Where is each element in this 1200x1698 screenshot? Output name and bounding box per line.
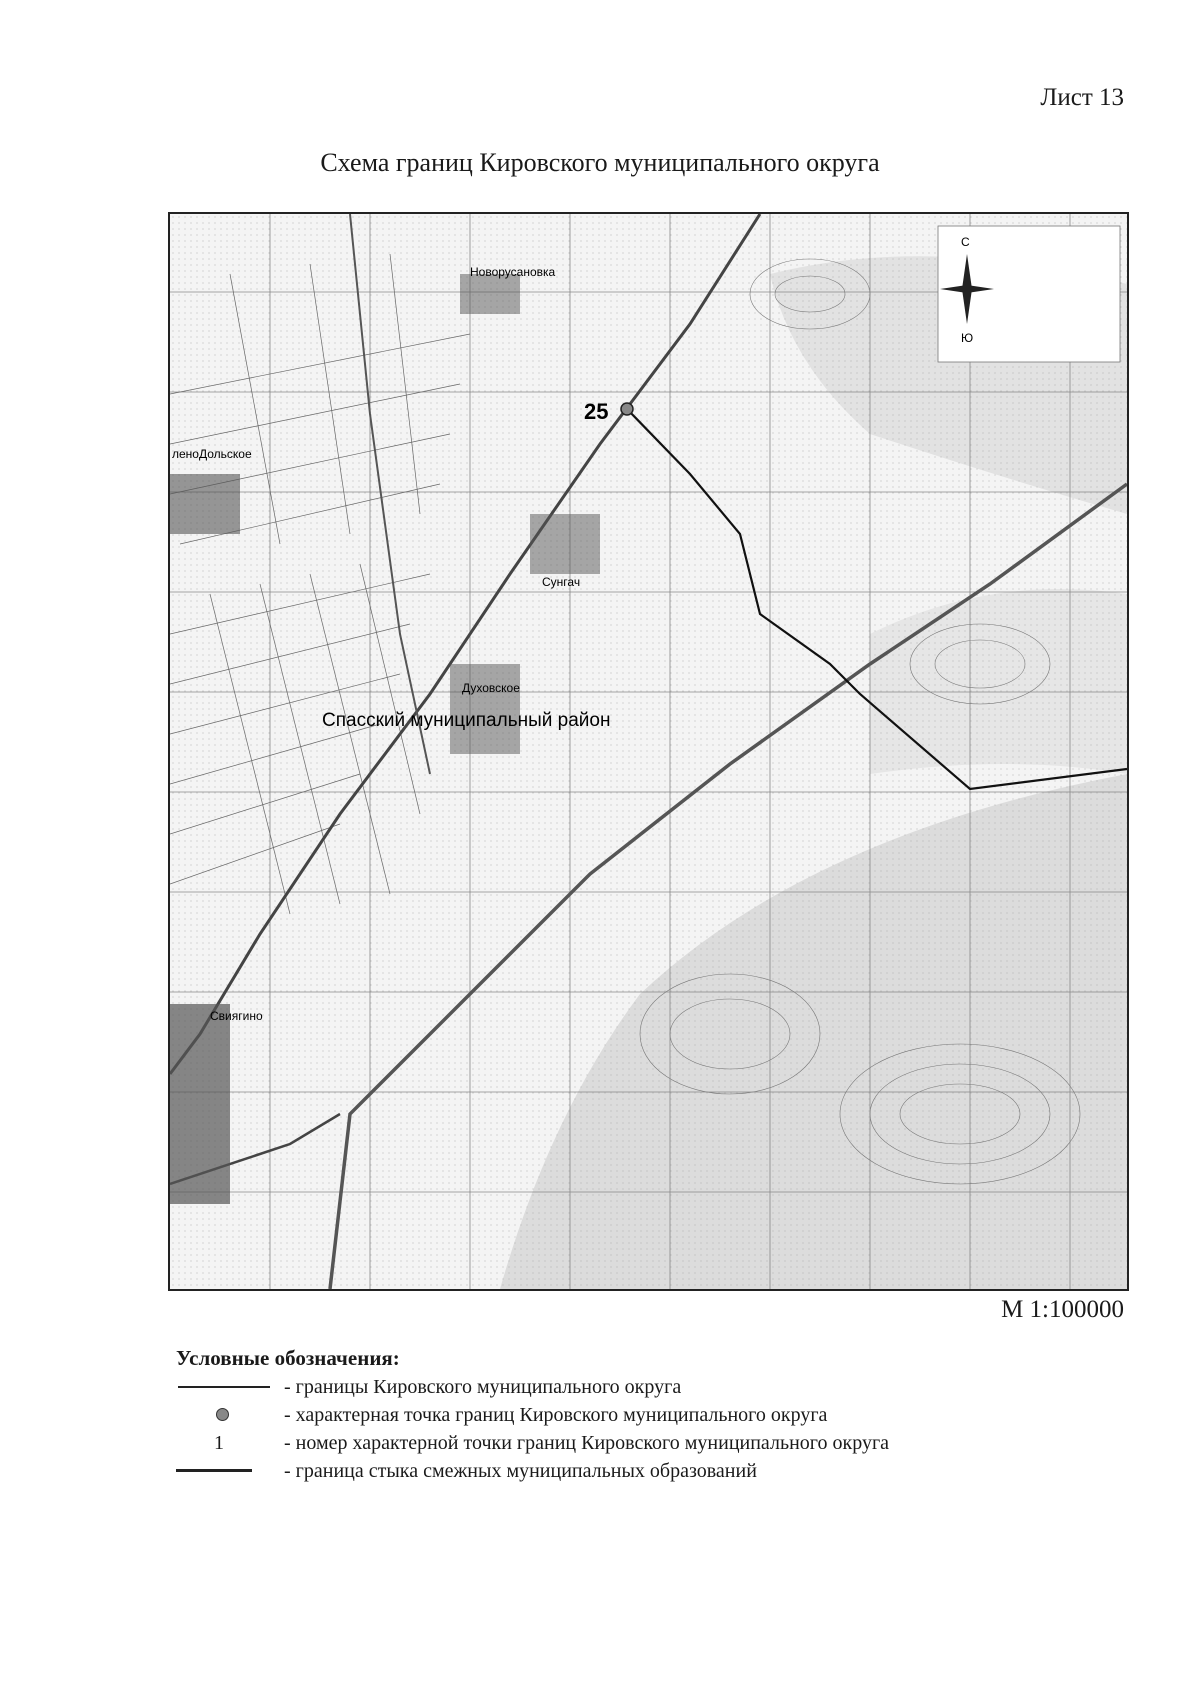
place-label: Свиягино: [210, 1009, 263, 1023]
junction-boundary-symbol: [176, 1457, 272, 1485]
boundary-point-number: 25: [584, 399, 609, 424]
place-label: Сунгач: [542, 575, 581, 589]
sheet-number: Лист 13: [1040, 84, 1124, 111]
place-label: леноДольское: [172, 447, 252, 461]
boundary-point-marker: [621, 403, 633, 415]
legend-item-text: - границы Кировского муниципального округа: [284, 1376, 682, 1398]
boundary-line-symbol: [176, 1373, 272, 1401]
district-label: Спасский муниципальный район: [322, 710, 611, 731]
place-label: Новорусановка: [470, 265, 556, 279]
map-scale: М 1:100000: [1001, 1296, 1124, 1323]
place-label: Духовское: [462, 681, 520, 695]
legend-item-text: - характерная точка границ Кировского муниципального округа: [284, 1404, 828, 1426]
page-title: Схема границ Кировского муниципального округа: [320, 148, 880, 177]
boundary-point-symbol: [176, 1401, 272, 1429]
point-number-symbol: 1: [214, 1432, 224, 1454]
compass-rose-icon: [938, 226, 1120, 362]
legend-item: [176, 1429, 1076, 1457]
legend-item-text: - граница стыка смежных муниципальных образований: [284, 1460, 757, 1482]
legend-title: Условные обозначения:: [176, 1346, 400, 1370]
svg-text:С: С: [961, 235, 970, 249]
legend-item-text: - номер характерной точки границ Кировского муниципального округа: [284, 1432, 890, 1454]
legend-item: [176, 1457, 1076, 1485]
legend: [176, 1346, 1076, 1485]
topographic-map: [170, 214, 1127, 1289]
svg-text:Ю: Ю: [961, 331, 974, 345]
legend-item: [176, 1373, 1076, 1401]
legend-item: [176, 1401, 1076, 1429]
map-frame: [168, 212, 1129, 1291]
